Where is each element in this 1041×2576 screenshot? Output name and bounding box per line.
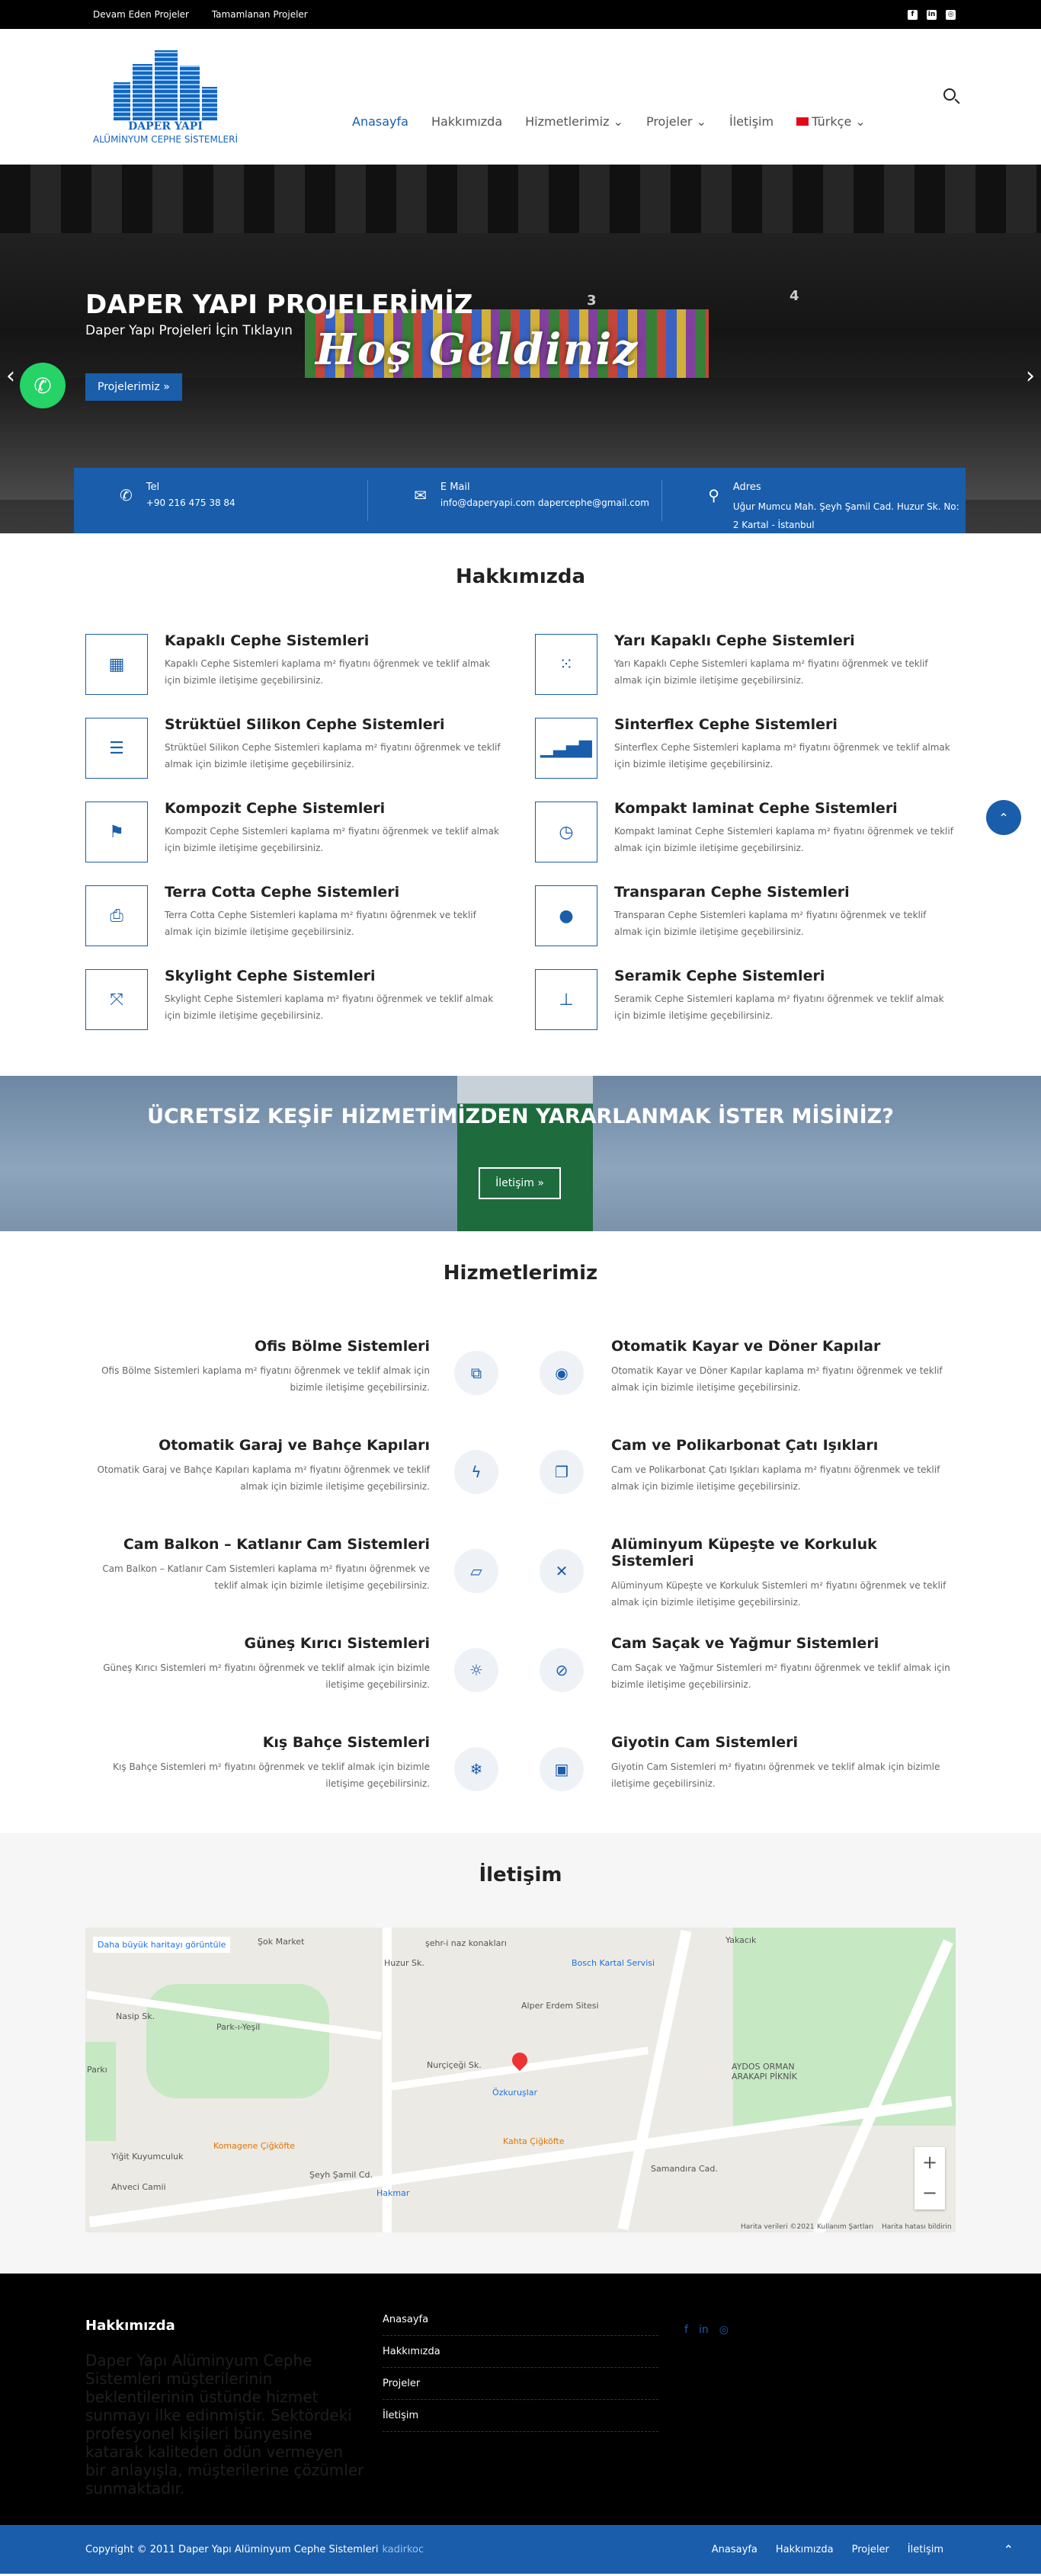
services-section xyxy=(0,1231,1041,1833)
service-title: Otomatik Kayar ve Döner Kapılar xyxy=(611,1338,881,1355)
service-item[interactable] xyxy=(611,1734,951,1833)
expand-icon: ⤧ xyxy=(85,969,148,1030)
about-card[interactable] xyxy=(535,802,956,862)
header xyxy=(0,29,1041,165)
about-title: Hakkımızda xyxy=(455,565,586,588)
linkedin-icon[interactable]: in xyxy=(927,11,936,18)
map-zoom-in-button[interactable]: + xyxy=(921,2152,938,2173)
linkedin-icon[interactable]: in xyxy=(698,2324,709,2336)
service-text: Otomatik Garaj ve Bahçe Kapıları kaplama m² fiyatını öğrenmek ve teklif almak için bizimle iletişime geçebilirsiniz. xyxy=(97,1464,430,1492)
info-phone xyxy=(74,468,368,533)
slider-next-icon[interactable]: › xyxy=(1026,363,1035,389)
service-title: Giyotin Cam Sistemleri xyxy=(611,1734,799,1751)
whatsapp-icon: ✆ xyxy=(120,486,133,504)
envelope-icon: ✉ xyxy=(414,486,427,504)
nav-services[interactable]: Hizmetlerimiz ⌄ xyxy=(525,114,623,129)
slider-prev-icon[interactable]: ‹ xyxy=(6,363,15,389)
map-label: Parkı xyxy=(87,2065,107,2075)
map-zoom-out-button[interactable]: − xyxy=(921,2182,938,2203)
hero-sign-4: 4 xyxy=(790,288,799,304)
cta-contact-button[interactable]: İletişim » xyxy=(479,1167,561,1199)
service-text: Kış Bahçe Sistemleri m² fiyatını öğrenmek ve teklif almak için bizimle iletişime geçebilirsiniz. xyxy=(113,1762,430,1789)
footer-about-title: Hakkımızda xyxy=(85,2318,175,2334)
hero-slider xyxy=(0,165,1041,533)
clone-icon: ⧉ xyxy=(454,1351,498,1395)
service-text: Cam ve Polikarbonat Çatı Işıkları kaplama m² fiyatını öğrenmek ve teklif almak için bizimle iletişime geçebilirsiniz. xyxy=(611,1464,940,1492)
print-icon: ⎙ xyxy=(85,885,148,946)
nav-language[interactable] xyxy=(796,114,866,129)
bottom-link-contact[interactable]: İletişim xyxy=(907,2543,943,2555)
map-label: Hakmar xyxy=(376,2188,410,2198)
map-label: AYDOS ORMAN ARAKAPI PİKNİK xyxy=(732,2062,797,2082)
briefcase-icon: ▣ xyxy=(540,1747,584,1791)
phone-value[interactable]: +90 216 475 38 84 xyxy=(146,498,235,508)
map-road-main xyxy=(89,2096,953,2228)
map-label: Huzur Sk. xyxy=(384,1958,424,1968)
service-text: Otomatik Kayar ve Döner Kapılar kaplama m² fiyatını öğrenmek ve teklif almak için bizimle iletişime geçebilirsiniz. xyxy=(611,1365,943,1393)
service-text: Güneş Kırıcı Sistemleri m² fiyatını öğrenmek ve teklif almak için bizimle iletişime geçebilirsiniz. xyxy=(103,1662,430,1690)
snowflake-icon: ❄ xyxy=(454,1747,498,1791)
scroll-up-button[interactable]: ⌃ xyxy=(986,800,1021,835)
about-card-text: Yarı Kapaklı Cephe Sistemleri kaplama m² fiyatını öğrenmek ve teklif almak için bizimle iletişime geçebilirsiniz. xyxy=(614,658,928,686)
hero-subtitle: Daper Yapı Projeleri İçin Tıklayın xyxy=(85,323,293,338)
services-right-column xyxy=(611,1338,951,1833)
instagram-icon[interactable]: ◎ xyxy=(719,2324,729,2336)
bottom-link-projects[interactable]: Projeler xyxy=(851,2543,889,2555)
service-text: Cam Balkon – Katlanır Cam Sistemleri kaplama m² fiyatını öğrenmek ve teklif almak için bizimle iletişime geçebilirsiniz. xyxy=(102,1563,430,1591)
map-label: Nasip Sk. xyxy=(116,2011,155,2021)
about-card-text: Seramik Cephe Sistemleri kaplama m² fiyatını öğrenmek ve teklif almak için bizimle iletişime geçebilirsiniz. xyxy=(614,994,944,1021)
bottom-links xyxy=(712,2544,943,2555)
about-card-title: Seramik Cephe Sistemleri xyxy=(614,968,825,984)
service-title: Cam Saçak ve Yağmur Sistemleri xyxy=(611,1635,879,1652)
map-label: Yakacık xyxy=(725,1935,757,1945)
main-nav xyxy=(352,114,866,129)
address-value: Uğur Mumcu Mah. Şeyh Şamil Cad. Huzur Sk. No: 2 Kartal - İstanbul xyxy=(732,501,959,530)
service-text: Cam Saçak ve Yağmur Sistemleri m² fiyatını öğrenmek ve teklif almak için bizimle iletişime geçebilirsiniz. xyxy=(611,1662,950,1690)
services-title: Hizmetlerimiz xyxy=(443,1262,598,1285)
map-terms-link[interactable]: Kullanım Şartları xyxy=(817,2223,874,2231)
sitemap-icon: ⊥ xyxy=(535,969,597,1030)
map-zoom-control xyxy=(914,2147,945,2210)
footer-link-contact[interactable]: İletişim xyxy=(383,2400,658,2432)
map-icon: ▱ xyxy=(454,1549,498,1593)
service-item[interactable] xyxy=(90,1734,430,1833)
service-item[interactable] xyxy=(90,1338,430,1437)
about-card-title: Sinterflex Cephe Sistemleri xyxy=(614,716,838,733)
about-card-text: Kompozit Cephe Sistemleri kaplama m² fiyatını öğrenmek ve teklif almak için bizimle iletişime geçebilirsiniz. xyxy=(165,826,499,853)
search-icon[interactable] xyxy=(943,88,956,101)
map-park-area xyxy=(146,1984,329,2098)
top-link-ongoing-projects[interactable]: Devam Eden Projeler xyxy=(93,9,189,20)
copy-icon: ❐ xyxy=(540,1450,584,1494)
service-title: Cam ve Polikarbonat Çatı Işıkları xyxy=(611,1437,879,1454)
flag-icon: ⚑ xyxy=(85,802,148,862)
footer-social xyxy=(684,2324,729,2336)
footer-about-text: Daper Yapı Alüminyum Cephe Sistemleri müşterilerinin beklentilerinin üstünde hizmet sunmayı ilke edinmiştir. Sektördeki profesyonel kişileri bünyesine katarak kaliteden ödün vermeyen bir anlayışla, müşterilerine çözümler sunmaktadır. xyxy=(85,2351,364,2498)
cta-title: ÜCRETSİZ KEŞİF HİZMETİMİZDEN YARARLANMAK İSTER MİSİNİZ? xyxy=(147,1105,894,1128)
contact-title: İletişim xyxy=(479,1864,562,1886)
about-card-title: Kapaklı Cephe Sistemleri xyxy=(165,632,370,649)
nav-contact[interactable]: İletişim xyxy=(729,114,774,129)
copyright-text: Copyright © 2011 Daper Yapı Alüminyum Cephe Sistemleri xyxy=(85,2543,379,2555)
service-item[interactable] xyxy=(611,1437,951,1536)
phone-label: Tel xyxy=(146,482,160,493)
facebook-icon[interactable]: f xyxy=(684,2324,688,2336)
about-card[interactable] xyxy=(535,718,956,779)
about-grid xyxy=(85,634,956,1030)
whatsapp-float-button[interactable]: ✆ xyxy=(20,363,66,408)
about-card-title: Kompakt laminat Cephe Sistemleri xyxy=(614,800,898,817)
map-label: Ahveci Camii xyxy=(111,2182,166,2192)
top-links xyxy=(93,9,328,20)
about-card-title: Skylight Cephe Sistemleri xyxy=(165,968,376,984)
nav-projects[interactable]: Projeler ⌄ xyxy=(645,114,706,129)
map-label: Şok Market xyxy=(258,1937,305,1947)
service-text: Alüminyum Küpeşte ve Korkuluk Sistemleri m² fiyatını öğrenmek ve teklif almak için bizimle iletişime geçebilirsiniz. xyxy=(611,1580,947,1608)
bottom-link-home[interactable]: Anasayfa xyxy=(711,2543,758,2555)
service-title: Alüminyum Küpeşte ve Korkuluk Sistemleri xyxy=(611,1536,877,1570)
cta-section xyxy=(0,1076,1041,1231)
about-card-text: Kapaklı Cephe Sistemleri kaplama m² fiyatını öğrenmek ve teklif almak için bizimle iletişime geçebilirsiniz. xyxy=(165,658,490,686)
about-card-text: Strüktüel Silikon Cephe Sistemleri kaplama m² fiyatını öğrenmek ve teklif almak için bizimle iletişime geçebilirsiniz. xyxy=(165,742,501,770)
service-item[interactable] xyxy=(90,1536,430,1635)
top-link-completed-projects[interactable]: Tamamlanan Projeler xyxy=(211,9,308,20)
service-title: Ofis Bölme Sistemleri xyxy=(254,1338,430,1355)
service-title: Kış Bahçe Sistemleri xyxy=(262,1734,430,1751)
bottom-bar xyxy=(0,2525,1041,2574)
about-card[interactable] xyxy=(85,634,506,695)
google-map[interactable] xyxy=(85,1928,956,2232)
service-item[interactable] xyxy=(611,1338,951,1437)
nav-home[interactable]: Anasayfa xyxy=(352,114,408,129)
about-card[interactable] xyxy=(85,969,506,1030)
info-email xyxy=(368,468,662,533)
service-item[interactable] xyxy=(611,1635,951,1734)
about-section xyxy=(0,533,1041,1076)
service-item[interactable] xyxy=(611,1536,951,1635)
footer-link-home[interactable]: Anasayfa xyxy=(383,2304,658,2336)
email-label: E Mail xyxy=(440,482,470,493)
contact-section xyxy=(0,1833,1041,2274)
building-logo-icon xyxy=(85,47,245,120)
chevron-up-icon[interactable]: ⌃ xyxy=(1003,2542,1014,2557)
service-item[interactable] xyxy=(90,1635,430,1734)
grid-dots-icon: ⁙ xyxy=(535,634,597,695)
services-left-column xyxy=(90,1338,430,1833)
user-circle-icon: ◉ xyxy=(540,1351,584,1395)
bolt-icon: ϟ xyxy=(454,1450,498,1494)
cta-lighthouse-image xyxy=(457,1076,593,1231)
map-label: Komagene Çiğköfte xyxy=(213,2141,296,2151)
map-report-link[interactable]: Harita hatası bildirin xyxy=(882,2223,952,2231)
about-card[interactable] xyxy=(85,718,506,779)
about-card-title: Transparan Cephe Sistemleri xyxy=(614,884,850,901)
brand-name: DAPER YAPI xyxy=(128,120,203,133)
about-card-title: Kompozit Cephe Sistemleri xyxy=(165,800,386,817)
list-icon: ☰ xyxy=(85,718,148,779)
map-park-left xyxy=(85,2042,116,2141)
grid-icon: ▦ xyxy=(85,634,148,695)
compass-icon: ⊘ xyxy=(540,1648,584,1692)
language-label: Türkçe ⌄ xyxy=(812,114,866,129)
instagram-icon[interactable]: ◎ xyxy=(946,10,956,20)
about-card[interactable] xyxy=(535,885,956,946)
footer xyxy=(0,2274,1041,2525)
service-text: Ofis Bölme Sistemleri kaplama m² fiyatını öğrenmek ve teklif almak için bizimle iletişime geçebilirsiniz. xyxy=(101,1365,430,1393)
map-label: Kahta Çiğköfte xyxy=(503,2136,565,2146)
about-card-title: Yarı Kapaklı Cephe Sistemleri xyxy=(614,632,855,649)
info-address xyxy=(662,468,959,533)
contact-info-bar xyxy=(74,468,966,533)
map-label: şehr-i naz konakları xyxy=(425,1938,507,1948)
developer-link[interactable]: kadirkoc xyxy=(382,2543,424,2555)
hero-title: DAPER YAPI PROJELERİMİZ xyxy=(85,290,473,320)
about-card-text: Skylight Cephe Sistemleri kaplama m² fiyatını öğrenmek ve teklif almak için bizimle iletişime geçebilirsiniz. xyxy=(165,994,494,1021)
map-label: Özkuruşlar xyxy=(492,2088,537,2098)
logo[interactable] xyxy=(85,47,245,145)
about-card[interactable] xyxy=(535,634,956,695)
comment-icon: ● xyxy=(535,885,597,946)
nav-about[interactable]: Hakkımızda xyxy=(431,114,503,129)
footer-menu xyxy=(383,2304,658,2432)
top-bar xyxy=(0,0,1041,29)
map-forest-area xyxy=(733,1928,956,2126)
about-card[interactable] xyxy=(85,802,506,862)
top-social xyxy=(908,10,956,20)
map-label: Şeyh Şamil Cd. xyxy=(309,2170,373,2180)
about-card[interactable] xyxy=(85,885,506,946)
service-text: Giyotin Cam Sistemleri m² fiyatını öğrenmek ve teklif almak için bizimle iletişime geçebilirsiniz. xyxy=(611,1762,940,1789)
hero-sign-3: 3 xyxy=(587,293,597,309)
map-label: Park-ı-Yeşil xyxy=(216,2022,261,2032)
map-label: Yiğit Kuyumculuk xyxy=(111,2152,184,2162)
hero-welcome-script: Hoş Geldiniz xyxy=(316,325,639,375)
facebook-icon[interactable]: f xyxy=(908,10,918,20)
about-card-title: Terra Cotta Cephe Sistemleri xyxy=(165,884,400,901)
address-label: Adres xyxy=(732,482,761,493)
about-card[interactable] xyxy=(535,969,956,1030)
email-value[interactable]: info@daperyapi.com dapercephe@gmail.com xyxy=(440,498,649,508)
about-card-text: Sinterflex Cephe Sistemleri kaplama m² fiyatını öğrenmek ve teklif almak için bizimle iletişime geçebilirsiniz. xyxy=(614,742,950,770)
map-label: Nurçiçeği Sk. xyxy=(427,2060,482,2070)
map-road-huzur xyxy=(383,1928,392,2232)
map-label: Bosch Kartal Servisi xyxy=(572,1958,655,1968)
service-item[interactable] xyxy=(90,1437,430,1536)
map-road-samandira xyxy=(618,1930,692,2230)
hero-projects-button[interactable]: Projelerimiz » xyxy=(85,373,182,401)
turkey-flag-icon xyxy=(796,117,809,126)
cross-icon: ✕ xyxy=(540,1549,584,1593)
map-attribution: Harita verileri ©2021 xyxy=(741,2223,815,2231)
hero-ceiling xyxy=(0,165,1041,233)
clock-icon: ◷ xyxy=(535,802,597,862)
signal-icon: ▁▃▅▇ xyxy=(535,718,597,779)
service-title: Cam Balkon – Katlanır Cam Sistemleri xyxy=(123,1536,430,1553)
bottom-link-about[interactable]: Hakkımızda xyxy=(775,2543,834,2555)
footer-link-projects[interactable]: Projeler xyxy=(383,2368,658,2400)
map-label: Samandıra Cad. xyxy=(651,2164,718,2174)
about-card-title: Strüktüel Silikon Cephe Sistemleri xyxy=(165,716,445,733)
brand-tagline: ALÜMİNYUM CEPHE SİSTEMLERİ xyxy=(92,134,239,145)
about-card-text: Terra Cotta Cephe Sistemleri kaplama m² fiyatını öğrenmek ve teklif almak için bizimle iletişime geçebilirsiniz. xyxy=(165,910,476,937)
map-marker-icon: ⚲ xyxy=(708,486,719,504)
about-card-text: Transparan Cephe Sistemleri kaplama m² fiyatını öğrenmek ve teklif almak için bizimle iletişime geçebilirsiniz. xyxy=(614,910,927,937)
service-title: Otomatik Garaj ve Bahçe Kapıları xyxy=(159,1437,430,1454)
service-title: Güneş Kırıcı Sistemleri xyxy=(244,1635,430,1652)
map-label: Alper Erdem Sitesi xyxy=(521,2001,599,2011)
about-card-text: Kompakt laminat Cephe Sistemleri kaplama m² fiyatını öğrenmek ve teklif almak için bizimle iletişime geçebilirsiniz. xyxy=(614,826,953,853)
sun-icon: ☼ xyxy=(454,1648,498,1692)
map-enlarge-link[interactable]: Daha büyük haritayı görüntüle xyxy=(93,1937,230,1953)
footer-link-about[interactable]: Hakkımızda xyxy=(383,2336,658,2368)
